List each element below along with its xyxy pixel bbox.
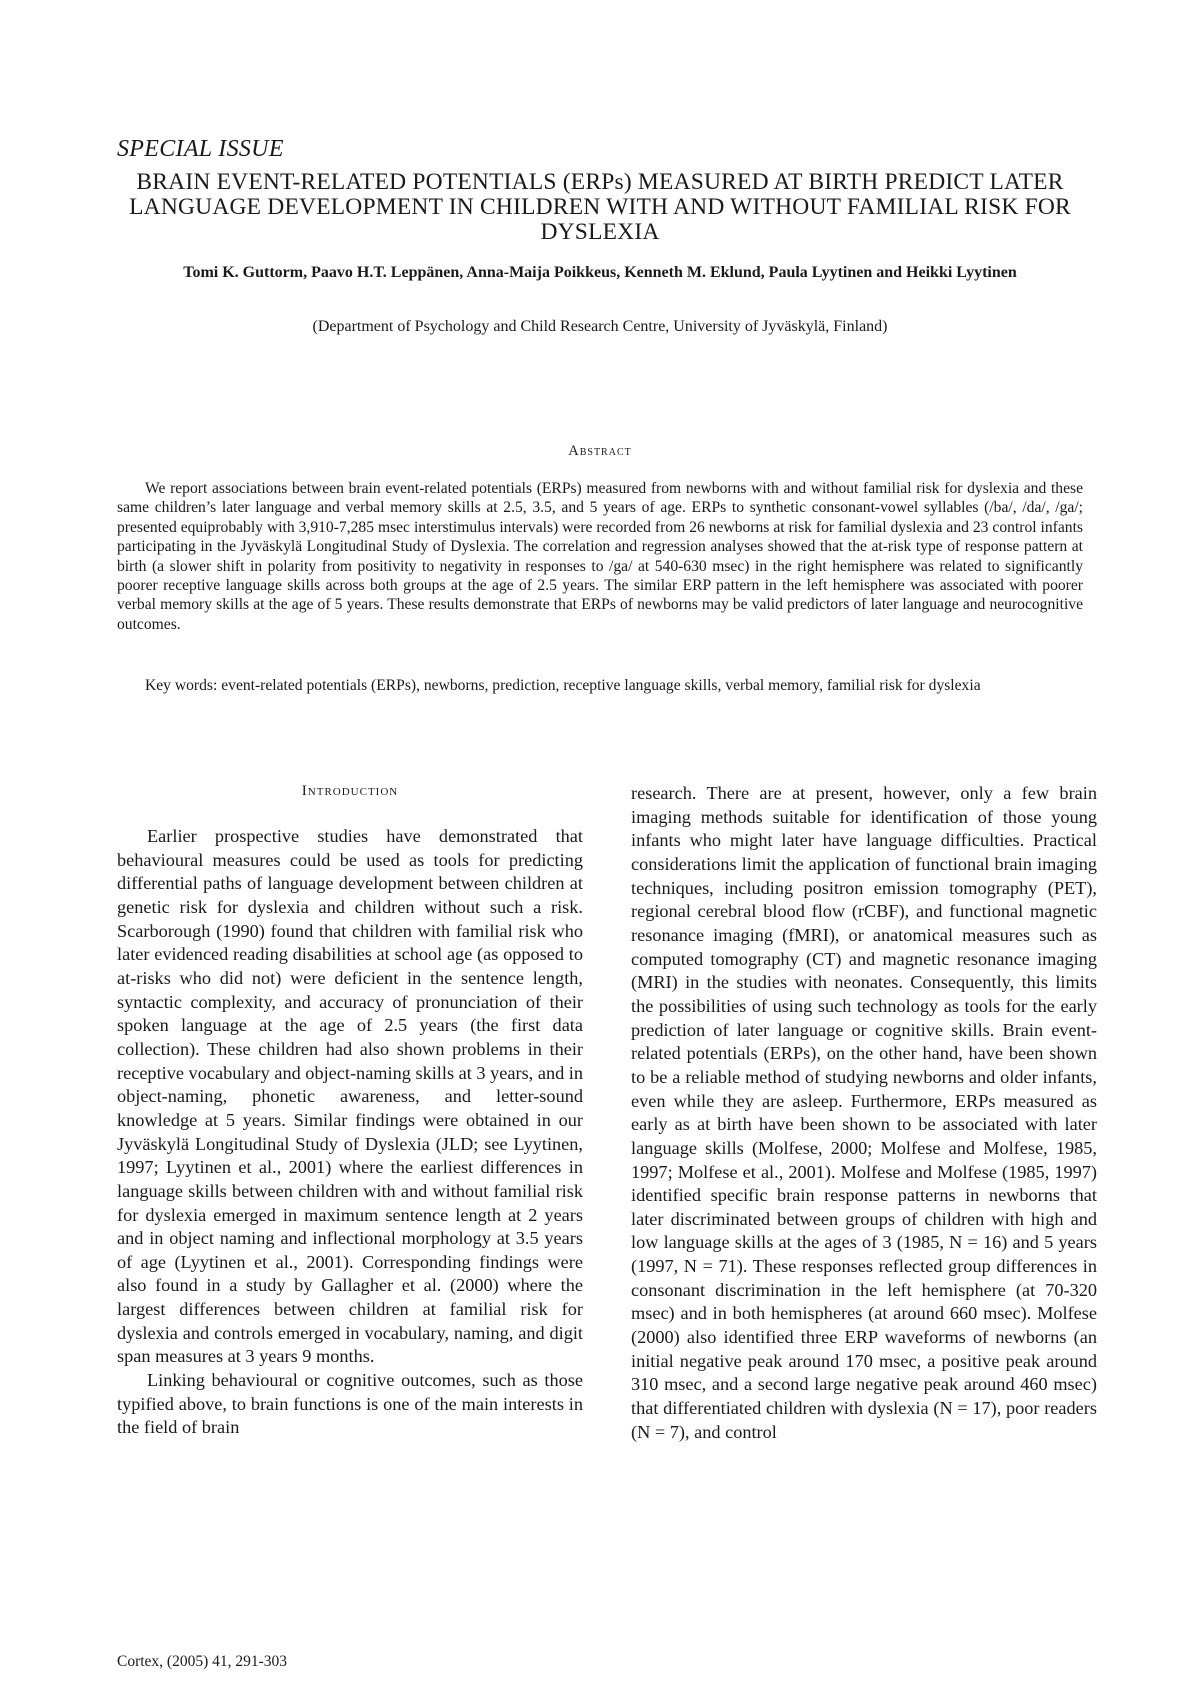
special-issue-label: SPECIAL ISSUE [117, 136, 284, 162]
abstract-heading: Abstract [568, 443, 632, 459]
left-column [117, 825, 583, 1440]
introduction-heading: Introduction [301, 783, 399, 799]
keywords: Key words: event-related potentials (ERPs), newborns, prediction, receptive language skills, verbal memory, familial risk for dyslexia [145, 677, 981, 694]
right-column [631, 782, 1097, 1444]
paper-title: BRAIN EVENT-RELATED POTENTIALS (ERPs) MEASURED AT BIRTH PREDICT LATER LANGUAGE DEVELOPMENT IN CHILDREN WITH AND WITHOUT FAMILIAL RISK FOR DYSLEXIA [129, 169, 1071, 245]
affiliation: (Department of Psychology and Child Research Centre, University of Jyväskylä, Finland) [312, 318, 888, 335]
abstract-text: We report associations between brain event-related potentials (ERPs) measured from newborns with and without familial risk for dyslexia and these same children’s later language and verbal memory skills at 2.5, 3.5, and 5 years of age. ERPs to synthetic consonant-vowel syllables (/ba/, /da/, /ga/; presented equiprobably with 3,910-7,285 msec interstimulus intervals) were recorded from 26 newborns at risk for familial dyslexia and 23 control infants participating in the Jyväskylä Longitudinal Study of Dyslexia. The correlation and regression analyses showed that the at-risk type of response pattern at birth (a slower shift in polarity from positivity to negativity in responses to /ga/ at 540-630 msec) in the right hemisphere was related to significantly poorer receptive language skills across both groups at the age of 2.5 years. The similar ERP pattern in the left hemisphere was associated with poorer verbal memory skills at the age of 5 years. These results demonstrate that ERPs of newborns may be valid predictors of later language and neurocognitive outcomes. [117, 480, 1083, 633]
intro-paragraph-continued: research. There are at present, however, only a few brain imaging methods suitable for identification of those young infants who might later have language difficulties. Practical considerations limit the application of functional brain imaging techniques, including positron emission tomography (PET), regional cerebral blood flow (rCBF), and functional magnetic resonance imaging (fMRI), or anatomical measures such as computed tomography (CT) and magnetic resonance imaging (MRI) in the studies with neonates. Consequently, this limits the possibilities of using such technology as tools for the early prediction of later language or cognitive skills. Brain event-related potentials (ERPs), on the other hand, have been shown to be a reliable method of studying newborns and older infants, even while they are asleep. Furthermore, ERPs measured as early as at birth have been shown to be associated with later language skills (Molfese, 2000; Molfese and Molfese, 1985, 1997; Molfese et al., 2001). Molfese and Molfese (1985, 1997) identified specific brain response patterns in newborns that later discriminated between groups of children with high and low language skills at the ages of 3 (1985, N = 16) and 5 years (1997, N = 71). These responses reflected group differences in consonant discrimination in the left hemisphere (at 70-320 msec) and in both hemispheres (at around 660 msec). Molfese (2000) also identified three ERP waveforms of newborns (an initial negative peak around 170 msec, a positive peak around 310 msec, and a second large negative peak around 460 msec) that differentiated children with dyslexia (N = 17), poor readers (N = 7), and control [631, 783, 1097, 1442]
journal-citation: Cortex, (2005) 41, 291-303 [117, 1653, 288, 1670]
intro-paragraph-2: Linking behavioural or cognitive outcomes, such as those typified above, to brain functions is one of the main interests in the field of brain [117, 1370, 583, 1438]
intro-paragraph-1: Earlier prospective studies have demonstrated that behavioural measures could be used as tools for predicting differential paths of language development between children at genetic risk for dyslexia and children without such a risk. Scarborough (1990) found that children with familial risk who later evidenced reading disabilities at school age (as opposed to at-risks who did not) were deficient in the sentence length, syntactic complexity, and accuracy of pronunciation of their spoken language at the age of 2.5 years (the first data collection). These children had also shown problems in their receptive vocabulary and object-naming skills at 3 years, and in object-naming, phonetic awareness, and letter-sound knowledge at 5 years. Similar findings were obtained in our Jyväskylä Longitudinal Study of Dyslexia (JLD; see Lyytinen, 1997; Lyytinen et al., 2001) where the earliest differences in language skills between children with and without familial risk for dyslexia emerged in maximum sentence length at 2 years and in object naming and inflectional morphology at 3.5 years of age (Lyytinen et al., 2001). Corresponding findings were also found in a study by Gallagher et al. (2000) where the largest differences between children at familial risk for dyslexia and controls emerged in vocabulary, naming, and digit span measures at 3 years 9 months. [117, 826, 584, 1367]
author-list: Tomi K. Guttorm, Paavo H.T. Leppänen, Anna-Maija Poikkeus, Kenneth M. Eklund, Paula Lyytinen and Heikki Lyytinen [183, 264, 1017, 281]
